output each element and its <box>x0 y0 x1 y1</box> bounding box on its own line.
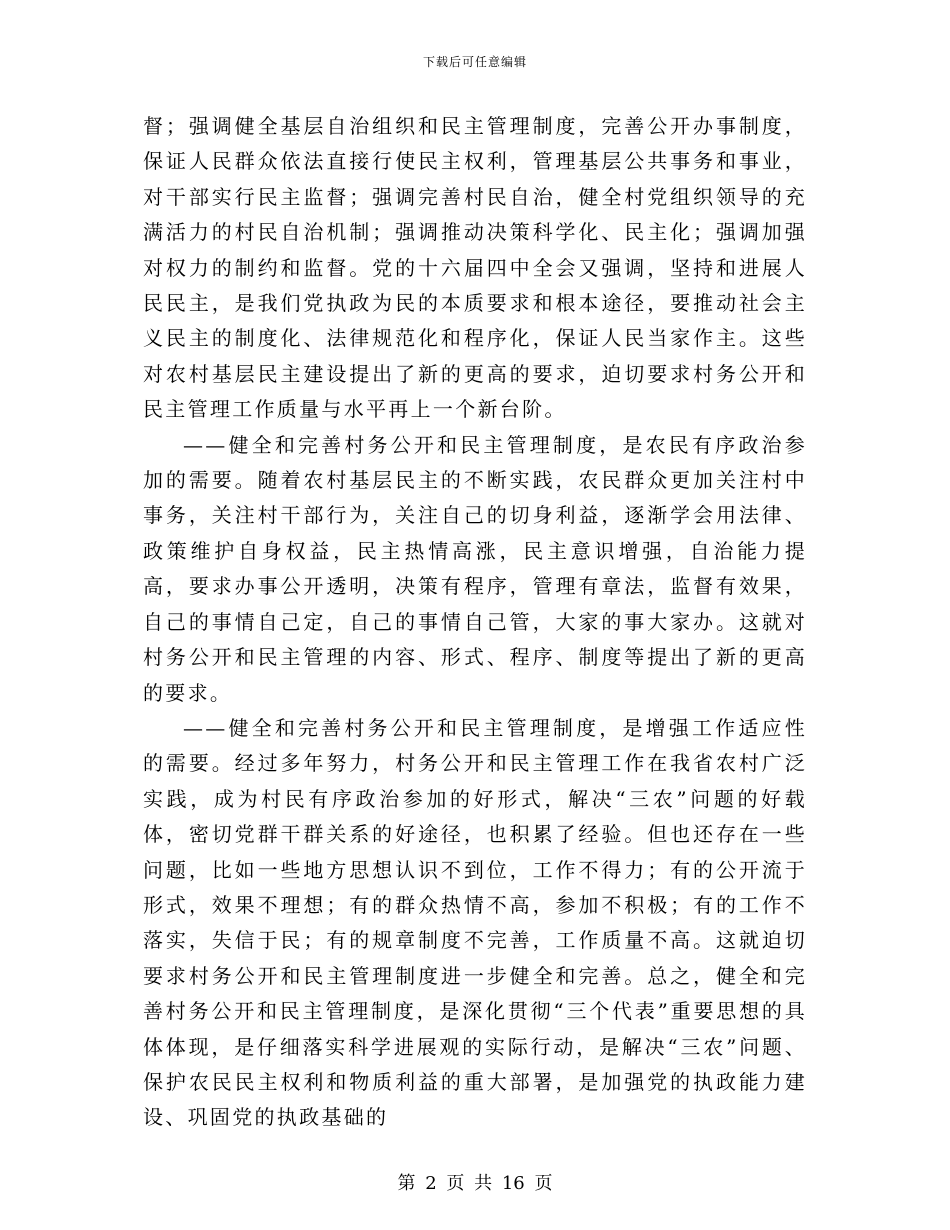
paragraph-1: 督；强调健全基层自治组织和民主管理制度，完善公开办事制度，保证人民群众依法直接行使民主权利，管理基层公共事务和事业，对干部实行民主监督；强调完善村民自治，健全村党组织领导的充满活力的村民自治机制；强调推动决策科学化、民主化；强调加强对权力的制约和监督。党的十六届四中全会又强调，坚持和进展人民民主，是我们党执政为民的本质要求和根本途径，要推动社会主义民主的制度化、法律规范化和程序化，保证人民当家作主。这些对农村基层民主建设提出了新的更高的要求，迫切要求村务公开和民主管理工作质量与水平再上一个新台阶。 <box>143 114 807 422</box>
page-header: 下载后可任意编辑 <box>422 55 527 69</box>
paragraph-2: ——健全和完善村务公开和民主管理制度，是农民有序政治参加的需要。随着农村基层民主的不断实践，农民群众更加关注村中事务，关注村干部行为，关注自己的切身利益，逐渐学会用法律、政策维护自身权益，民主热情高涨，民主意识增强，自治能力提高，要求办事公开透明，决策有程序，管理有章法，监督有效果，自己的事情自己定，自己的事情自己管，大家的事大家办。这就对村务公开和民主管理的内容、形式、程序、制度等提出了新的更高的要求。 <box>143 432 807 705</box>
paragraph-3: ——健全和完善村务公开和民主管理制度，是增强工作适应性的需要。经过多年努力，村务公开和民主管理工作在我省农村广泛实践，成为村民有序政治参加的好形式，解决“三农”问题的好载体，密切党群干群关系的好途径，也积累了经验。但也还存在一些问题，比如一些地方思想认识不到位，工作不得力；有的公开流于形式，效果不理想；有的群众热情不高，参加不积极；有的工作不落实，失信于民；有的规章制度不完善，工作质量不高。这就迫切要求村务公开和民主管理制度进一步健全和完善。总之，健全和完善村务公开和民主管理制度，是深化贯彻“三个代表”重要思想的具体体现，是仔细落实科学进展观的实际行动，是解决“三农”问题、保护农民民主权利和物质利益的重大部署，是加强党的执政能力建设、巩固党的执政基础的 <box>143 715 807 1130</box>
page-footer: 第 2 页 共 16 页 <box>397 1173 553 1194</box>
document-body <box>143 109 807 1136</box>
